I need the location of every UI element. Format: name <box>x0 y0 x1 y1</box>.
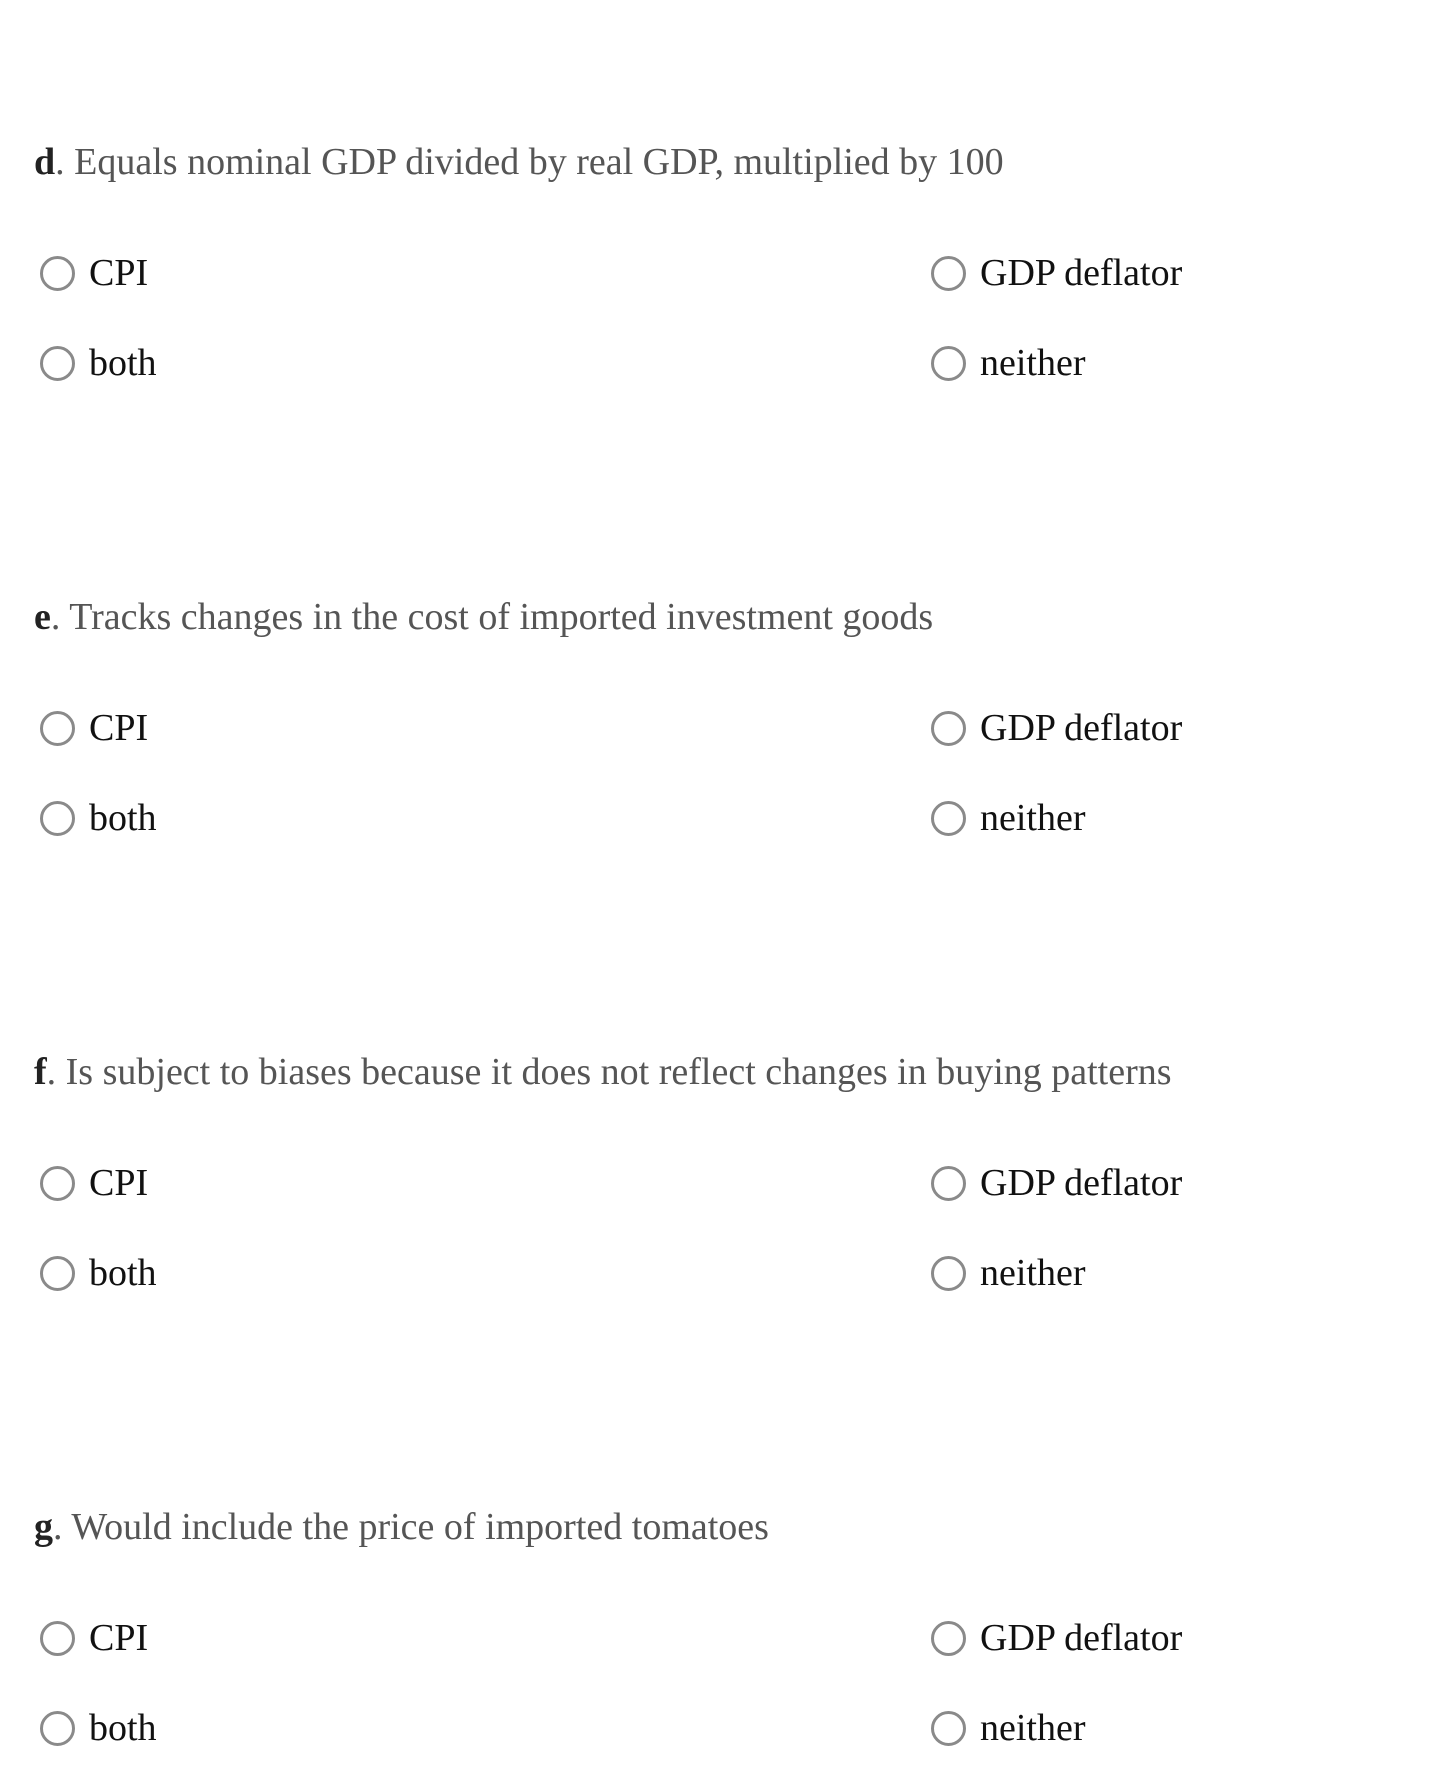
question-prompt <box>34 140 1004 184</box>
radio-button[interactable] <box>40 1166 75 1201</box>
option-gdp-deflator[interactable] <box>931 703 1182 753</box>
option-both[interactable] <box>40 793 157 843</box>
radio-button[interactable] <box>931 1166 966 1201</box>
option-both[interactable] <box>40 1248 157 1298</box>
option-cpi[interactable] <box>40 1158 148 1208</box>
radio-button[interactable] <box>931 1711 966 1746</box>
radio-button[interactable] <box>40 801 75 836</box>
radio-button[interactable] <box>931 256 966 291</box>
option-cpi[interactable] <box>40 248 148 298</box>
question-prompt <box>34 1505 769 1549</box>
option-gdp-deflator[interactable] <box>931 1613 1182 1663</box>
question-prompt <box>34 595 933 639</box>
option-cpi[interactable] <box>40 703 148 753</box>
option-gdp-deflator[interactable] <box>931 248 1182 298</box>
option-label: neither <box>980 797 1086 839</box>
option-label: CPI <box>89 1617 149 1659</box>
option-label: GDP deflator <box>980 707 1183 749</box>
question-text: . Is subject to biases because it does not reflect changes in buying patterns <box>46 1051 1172 1093</box>
question-text: . Tracks changes in the cost of imported investment goods <box>50 596 934 638</box>
option-neither[interactable] <box>931 1248 1086 1298</box>
option-label: CPI <box>89 252 149 294</box>
radio-button[interactable] <box>931 801 966 836</box>
option-gdp-deflator[interactable] <box>931 1158 1182 1208</box>
radio-button[interactable] <box>40 1711 75 1746</box>
option-label: GDP deflator <box>980 1617 1183 1659</box>
radio-button[interactable] <box>931 346 966 381</box>
radio-button[interactable] <box>40 256 75 291</box>
option-label: GDP deflator <box>980 252 1183 294</box>
option-label: both <box>89 1707 157 1749</box>
question-text: . Equals nominal GDP divided by real GDP, multiplied by 100 <box>55 141 1004 183</box>
option-label: neither <box>980 1252 1086 1294</box>
option-both[interactable] <box>40 338 157 388</box>
radio-button[interactable] <box>931 1621 966 1656</box>
option-label: neither <box>980 342 1086 384</box>
option-cpi[interactable] <box>40 1613 148 1663</box>
question-letter: g <box>34 1506 53 1548</box>
option-neither[interactable] <box>931 338 1086 388</box>
option-both[interactable] <box>40 1703 157 1753</box>
radio-button[interactable] <box>40 346 75 381</box>
radio-button[interactable] <box>931 1256 966 1291</box>
radio-button[interactable] <box>40 1256 75 1291</box>
question-letter: d <box>34 141 56 183</box>
option-label: GDP deflator <box>980 1162 1183 1204</box>
option-label: CPI <box>89 707 149 749</box>
question-letter: f <box>34 1051 47 1093</box>
question-letter: e <box>34 596 51 638</box>
option-neither[interactable] <box>931 1703 1086 1753</box>
question-prompt <box>34 1050 1172 1094</box>
radio-button[interactable] <box>40 711 75 746</box>
option-label: CPI <box>89 1162 149 1204</box>
question-text: . Would include the price of imported tomatoes <box>53 1506 769 1548</box>
radio-button[interactable] <box>40 1621 75 1656</box>
radio-button[interactable] <box>931 711 966 746</box>
option-label: neither <box>980 1707 1086 1749</box>
option-label: both <box>89 342 157 384</box>
option-neither[interactable] <box>931 793 1086 843</box>
option-label: both <box>89 797 157 839</box>
option-label: both <box>89 1252 157 1294</box>
